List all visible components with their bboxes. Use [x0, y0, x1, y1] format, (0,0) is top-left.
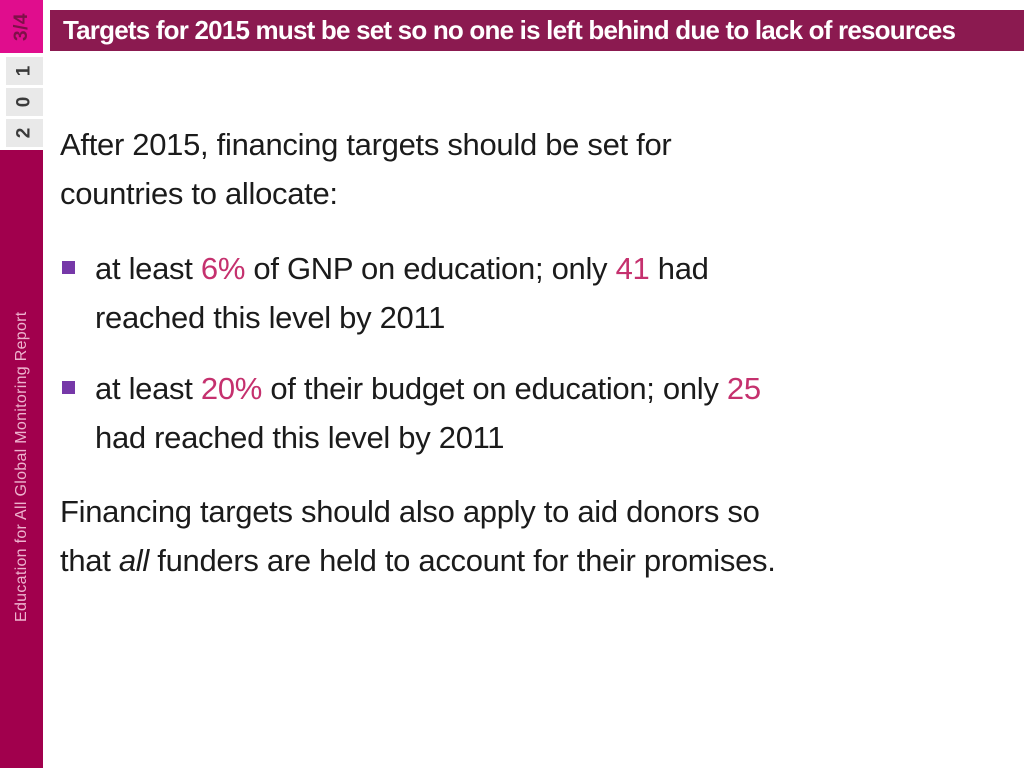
year-digit-box	[6, 57, 43, 85]
intro-line-1: After 2015, financing targets should be set for	[60, 127, 672, 162]
bullet-text	[95, 364, 761, 462]
report-title-vertical-label: Education for All Global Monitoring Report	[13, 311, 30, 622]
count-highlight: 41	[615, 251, 650, 286]
slide-counter-label: 3/4	[10, 12, 32, 41]
sidebar-maroon-strip	[0, 150, 43, 768]
bullet-item-budget-target	[62, 364, 761, 462]
bullet-line-1: at least 20% of their budget on education; only 25	[95, 371, 761, 406]
year-digit: 0	[13, 96, 35, 108]
closing-line-2: that all funders are held to account for their promises.	[60, 543, 776, 578]
year-digit-box	[6, 119, 43, 147]
year-digit-box	[6, 88, 43, 116]
count-highlight: 25	[726, 371, 761, 406]
year-digit: 2	[13, 127, 35, 139]
bullet-item-gnp-target	[62, 244, 709, 342]
sidebar	[0, 0, 43, 768]
intro-paragraph	[60, 120, 671, 218]
year-digit: 1	[13, 65, 35, 77]
stat-highlight: 6%	[200, 251, 246, 286]
closing-line-1: Financing targets should also apply to aid donors so	[60, 494, 760, 529]
square-bullet-icon	[62, 261, 75, 274]
stat-highlight: 20%	[200, 371, 263, 406]
bullet-text	[95, 244, 709, 342]
slide-title-banner	[50, 10, 1024, 51]
bullet-line-2: had reached this level by 2011	[95, 420, 505, 455]
bullet-line-1: at least 6% of GNP on education; only 41 had	[95, 251, 709, 286]
italic-emphasis: all	[118, 543, 149, 578]
slide-title: Targets for 2015 must be set so no one is left behind due to lack of resources	[63, 15, 956, 45]
square-bullet-icon	[62, 381, 75, 394]
slide-counter-badge	[0, 0, 43, 53]
bullet-line-2: reached this level by 2011	[95, 300, 446, 335]
intro-line-2: countries to allocate:	[60, 176, 338, 211]
closing-paragraph	[60, 487, 776, 585]
